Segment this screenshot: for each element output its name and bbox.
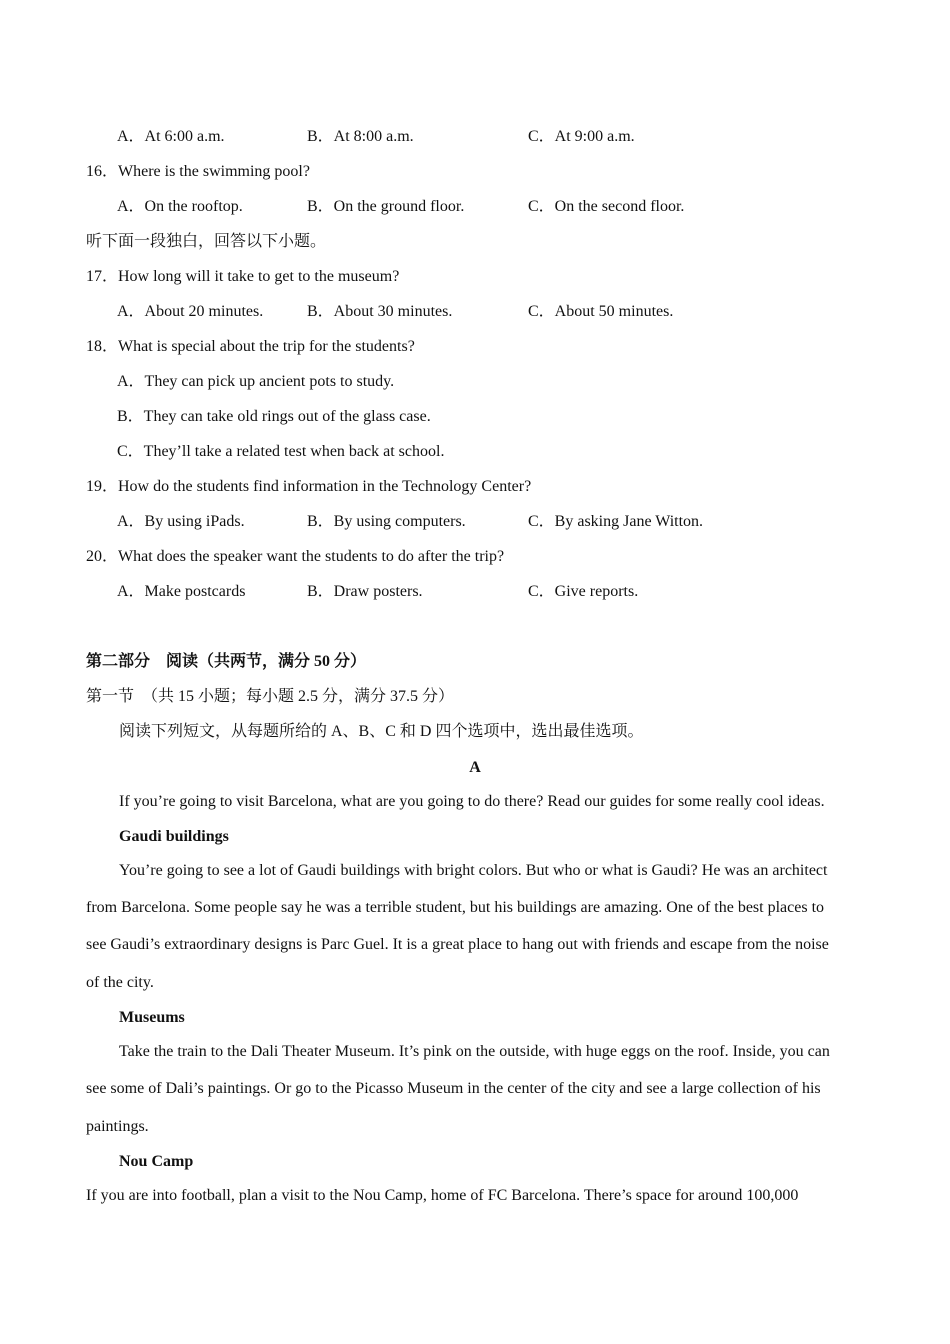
part2-title: 第二部分 阅读（共两节，满分 50 分） (86, 653, 367, 670)
passage-label: A (469, 759, 481, 776)
q17-option-a: A．About 20 minutes. (117, 303, 264, 320)
noucamp-heading: Nou Camp (119, 1153, 194, 1170)
q16-option-b: B．On the ground floor. (307, 198, 465, 215)
q19-question: 19．How do the students find information in the Technology Center? (86, 478, 532, 495)
q16-option-a: A．On the rooftop. (117, 198, 243, 215)
section1-title: 第一节 （共 15 小题；每小题 2.5 分，满分 37.5 分） (86, 688, 455, 705)
gaudi-line: You’re going to see a lot of Gaudi buildings with bright colors. But who or what is Gaudi? He was an architect (119, 862, 828, 879)
noucamp-line: If you are into football, plan a visit to the Nou Camp, home of FC Barcelona. There’s space for around 100,000 (86, 1187, 799, 1204)
q15-option-c: C．At 9:00 a.m. (528, 128, 635, 145)
museums-line: see some of Dali’s paintings. Or go to the Picasso Museum in the center of the city and see a large collection of his (86, 1080, 821, 1097)
gaudi-line: see Gaudi’s extraordinary designs is Parc Guel. It is a great place to hang out with friends and escape from the noise (86, 936, 829, 953)
q18-question: 18．What is special about the trip for the students? (86, 338, 415, 355)
monologue-instruction: 听下面一段独白，回答以下小题。 (86, 233, 327, 250)
reading-instruction: 阅读下列短文，从每题所给的 A、B、C 和 D 四个选项中，选出最佳选项。 (119, 723, 644, 740)
q19-option-a: A．By using iPads. (117, 513, 245, 530)
q18-option-c: C．They’ll take a related test when back at school. (117, 443, 445, 460)
q19-option-b: B．By using computers. (307, 513, 466, 530)
q17-option-b: B．About 30 minutes. (307, 303, 453, 320)
q17-question: 17．How long will it take to get to the museum? (86, 268, 400, 285)
q19-option-c: C．By asking Jane Witton. (528, 513, 704, 530)
q20-option-a: A．Make postcards (117, 583, 246, 600)
gaudi-heading: Gaudi buildings (119, 828, 229, 845)
q16-question: 16．Where is the swimming pool? (86, 163, 310, 180)
q16-option-c: C．On the second floor. (528, 198, 685, 215)
passage-intro: If you’re going to visit Barcelona, what are you going to do there? Read our guides for some really cool ideas. (119, 793, 825, 810)
q17-option-c: C．About 50 minutes. (528, 303, 674, 320)
q18-option-b: B．They can take old rings out of the glass case. (117, 408, 431, 425)
gaudi-line: of the city. (86, 974, 154, 991)
q15-option-b: B．At 8:00 a.m. (307, 128, 414, 145)
q18-option-a: A．They can pick up ancient pots to study. (117, 373, 395, 390)
q20-option-b: B．Draw posters. (307, 583, 423, 600)
q20-question: 20．What does the speaker want the students to do after the trip? (86, 548, 505, 565)
q15-option-a: A．At 6:00 a.m. (117, 128, 225, 145)
museums-line: Take the train to the Dali Theater Museum. It’s pink on the outside, with huge eggs on the roof. Inside, you can (119, 1043, 830, 1060)
q20-option-c: C．Give reports. (528, 583, 639, 600)
museums-line: paintings. (86, 1118, 149, 1135)
gaudi-line: from Barcelona. Some people say he was a terrible student, but his buildings are amazing. One of the best places to (86, 899, 825, 916)
museums-heading: Museums (119, 1009, 185, 1026)
